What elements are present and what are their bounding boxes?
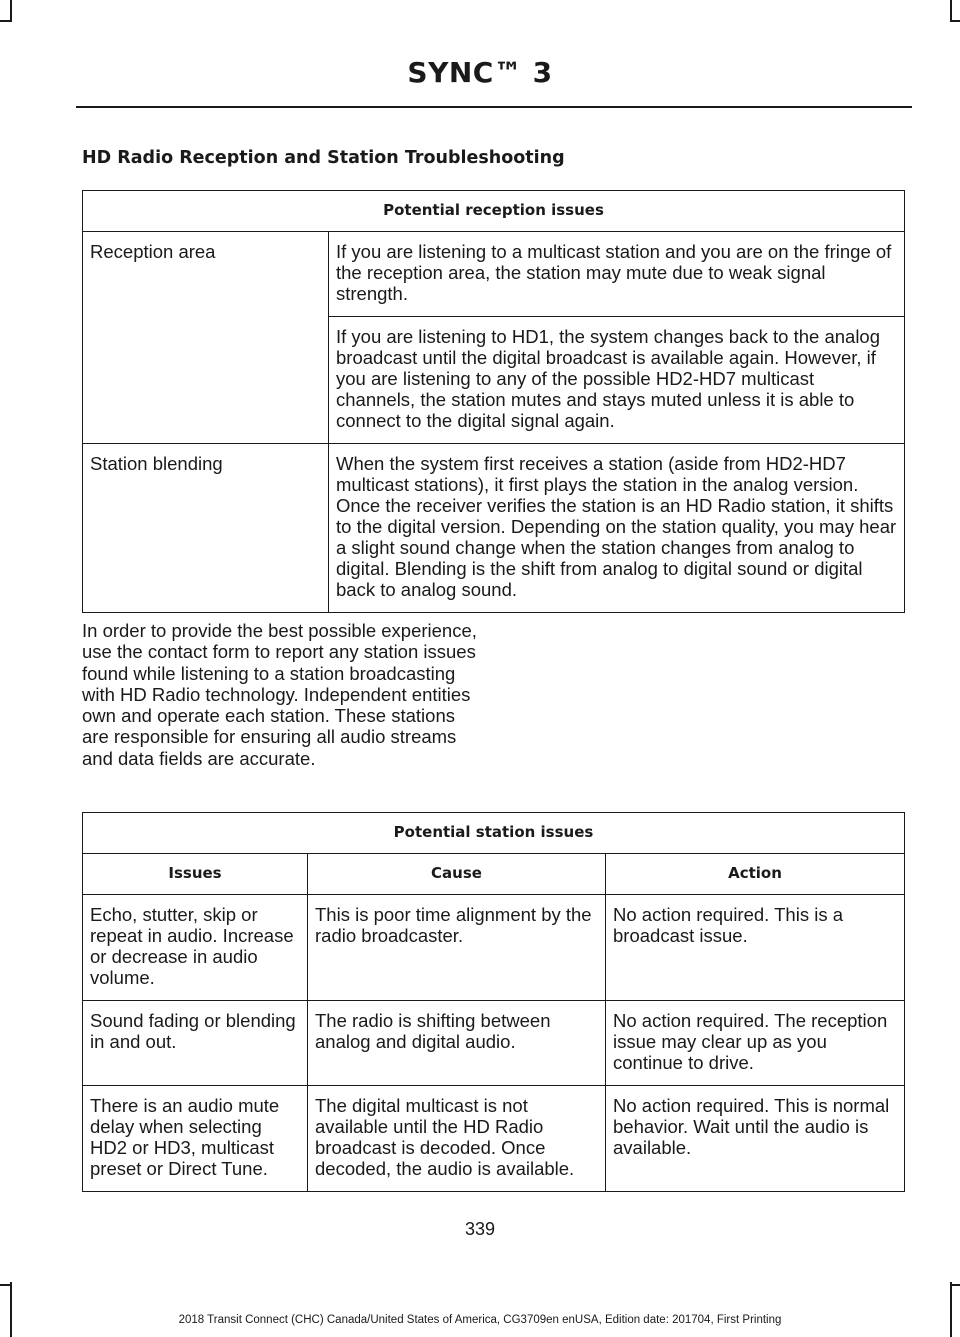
column-header-issues: Issues bbox=[83, 854, 308, 895]
crop-mark-bottom-right-h bbox=[950, 1284, 960, 1286]
row-label: Reception area bbox=[83, 232, 329, 444]
crop-mark-top-right-h bbox=[950, 20, 960, 22]
action-cell: No action required. This is normal behavior. Wait until the audio is available. bbox=[606, 1086, 905, 1192]
body-paragraph: In order to provide the best possible experience, use the contact form to report any station issues found while listening to a station broadcasting with HD Radio technology. Independent entities own and operate each station. These stations are responsible for ensuring all audio streams and data fields are accurate. bbox=[82, 620, 477, 769]
footer-text: 2018 Transit Connect (CHC) Canada/United States of America, CG3709en enUSA, Edition date: 201704, First Printing bbox=[178, 1314, 782, 1326]
table-caption: Potential reception issues bbox=[83, 191, 905, 232]
table-row bbox=[83, 1001, 905, 1086]
issue-cell: There is an audio mute delay when selecting HD2 or HD3, multicast preset or Direct Tune. bbox=[83, 1086, 308, 1192]
action-cell: No action required. This is a broadcast issue. bbox=[606, 895, 905, 1001]
column-header-cause: Cause bbox=[308, 854, 606, 895]
crop-mark-top-right bbox=[950, 0, 952, 22]
cause-cell: The digital multicast is not available until the HD Radio broadcast is decoded. Once decoded, the audio is available. bbox=[308, 1086, 606, 1192]
row-text: When the system first receives a station (aside from HD2-HD7 multicast stations), it first plays the station in the analog version. Once the receiver verifies the station is an HD Radio station, it shifts to the digital version. Depending on the station quality, you may hear a slight sound change when the station changes from analog to digital. Blending is the shift from analog to digital sound or digital back to analog sound. bbox=[329, 444, 905, 613]
crop-mark-bottom-left-h bbox=[0, 1284, 12, 1286]
table-row bbox=[83, 1086, 905, 1192]
running-head: SYNC™ 3 bbox=[407, 56, 553, 89]
table-row bbox=[83, 444, 905, 613]
issue-cell: Echo, stutter, skip or repeat in audio. Increase or decrease in audio volume. bbox=[83, 895, 308, 1001]
column-header-action: Action bbox=[606, 854, 905, 895]
row-label: Station blending bbox=[83, 444, 329, 613]
reception-issues-table bbox=[82, 190, 905, 613]
section-title: HD Radio Reception and Station Troubleshooting bbox=[82, 148, 565, 168]
crop-mark-top-left bbox=[10, 0, 12, 22]
row-text: If you are listening to HD1, the system changes back to the analog broadcast until the digital broadcast is available again. However, if you are listening to any of the possible HD2-HD7 multicast channels, the station mutes and stays muted unless it is able to connect to the digital signal again. bbox=[329, 317, 905, 444]
issue-cell: Sound fading or blending in and out. bbox=[83, 1001, 308, 1086]
header-rule bbox=[76, 106, 912, 108]
table-caption: Potential station issues bbox=[83, 813, 905, 854]
table-row bbox=[83, 232, 905, 317]
cause-cell: This is poor time alignment by the radio broadcaster. bbox=[308, 895, 606, 1001]
table-row bbox=[83, 895, 905, 1001]
crop-mark-top-left-h bbox=[0, 20, 12, 22]
page-number: 339 bbox=[464, 1219, 496, 1239]
crop-mark-bottom-right bbox=[950, 1282, 952, 1337]
cause-cell: The radio is shifting between analog and digital audio. bbox=[308, 1001, 606, 1086]
action-cell: No action required. The reception issue may clear up as you continue to drive. bbox=[606, 1001, 905, 1086]
station-issues-table bbox=[82, 812, 905, 1192]
crop-mark-bottom-left bbox=[10, 1282, 12, 1337]
header-row bbox=[83, 854, 905, 895]
row-text: If you are listening to a multicast station and you are on the fringe of the reception area, the station may mute due to weak signal strength. bbox=[329, 232, 905, 317]
